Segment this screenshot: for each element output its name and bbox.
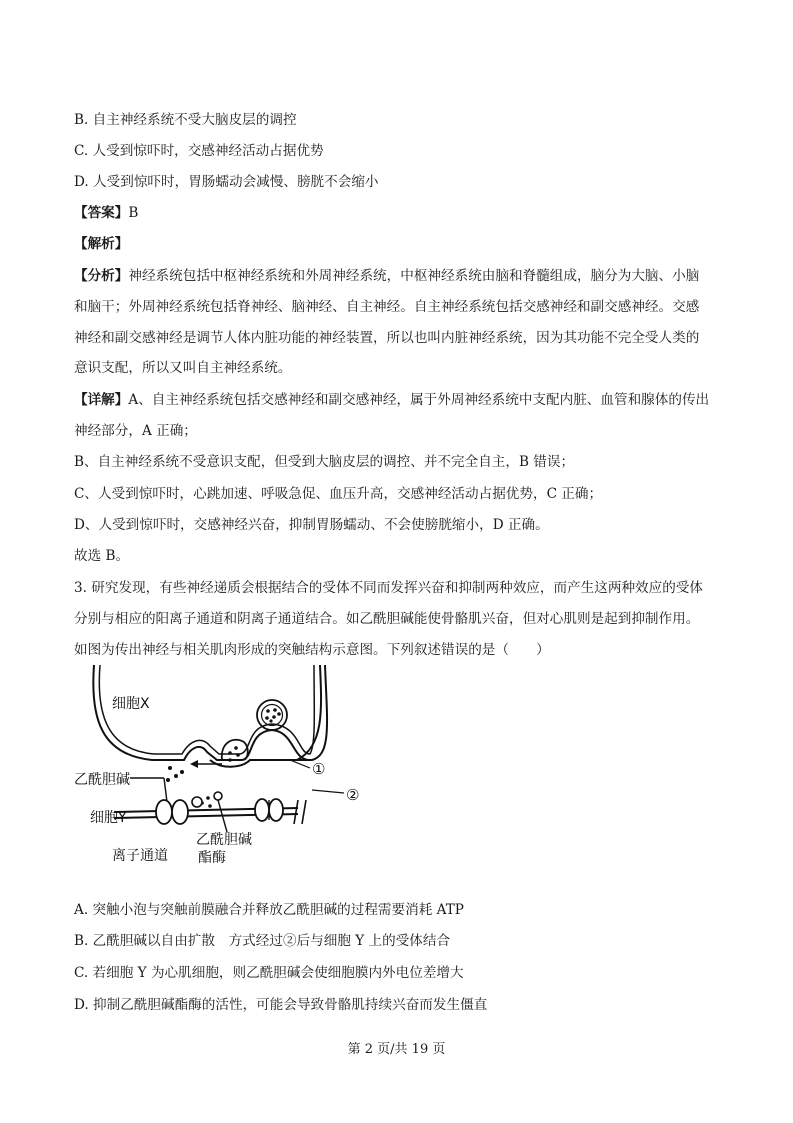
xiangjie-line-4: C、人受到惊吓时，心跳加速、呼吸急促、血压升高，交感神经活动占据优势，C 正确； [74,486,603,502]
q3-stem-3: 如图为传出神经与相关肌肉形成的突触结构示意图。下列叙述错误的是（ ） [74,642,550,658]
page-footer: 第 2 页/共 19 页 [347,1042,446,1057]
synapse-diagram [72,660,372,870]
q2-option-c: C. 人受到惊吓时，交感神经活动占据优势 [74,143,324,159]
q3-option-b: B. 乙酰胆碱以自由扩散 方式经过②后与细胞 Y 上的受体结合 [74,933,451,949]
break-mark-2 [302,800,306,824]
label-ache-1: 乙酰胆碱 [196,832,252,848]
label-cell-y: 细胞Y [90,810,127,826]
q2-option-d: D. 人受到惊吓时，胃肠蠕动会减慢、膀胱不会缩小 [74,174,379,190]
channel-2-left [255,799,269,821]
presynaptic-terminal-base [210,665,327,767]
xiangjie-text-1: A、自主神经系统包括交感神经和副交感神经，属于外周神经系统中支配内脏、血管和腺体的传出 [128,392,710,408]
q3-stem-1: 3. 研究发现，有些神经递质会根据结合的受体不同而发挥兴奋和抑制两种效应，而产生这两种效应的受体 [74,580,704,596]
xiangjie-label: 【详解】 [74,392,129,408]
q2-answer [74,203,138,223]
analysis-label: 【解析】 [74,236,129,252]
label-ache-2: 酯酶 [198,850,226,866]
answer-value: B [128,205,139,221]
label-cell-x: 细胞X [112,696,150,712]
fenxi-line-2: 和脑干；外周神经系统包括脊神经、脑神经、自主神经。自主神经系统包括交感神经和副交感神经。交感 [74,299,700,315]
fenxi-line-4: 意识支配，所以又叫自主神经系统。 [74,360,292,376]
break-mark-1 [294,800,298,824]
fenxi-text-1: 神经系统包括中枢神经系统和外周神经系统，中枢神经系统由脑和脊髓组成，脑分为大脑、小脑 [128,268,700,284]
label-acetylcholine: 乙酰胆碱 [74,772,130,788]
ion-channel-left [156,800,172,824]
fenxi-label: 【分析】 [74,268,129,284]
xiangjie-line-1 [74,390,709,410]
q3-option-d: D. 抑制乙酰胆碱酯酶的活性，可能会导致骨骼肌持续兴奋而发生僵直 [74,997,488,1013]
xiangjie-line-2: 神经部分，A 正确； [74,423,197,439]
q3-stem-2: 分别与相应的阳离子通道和阴离子通道结合。如乙酰胆碱能使骨骼肌兴奋，但对心肌则是起到抑制作用。 [74,611,700,627]
q2-option-b: B. 自主神经系统不受大脑皮层的调控 [74,112,297,128]
q3-option-c: C. 若细胞 Y 为心肌细胞，则乙酰胆碱会使细胞膜内外电位差增大 [74,965,464,981]
enzyme [192,797,202,807]
ion-channel-right [172,800,188,824]
answer-label: 【答案】 [74,205,129,221]
marker-2-leader [312,790,344,793]
xiangjie-line-6: 故选 B。 [74,548,130,564]
label-marker-1: ① [312,760,326,778]
label-marker-2: ② [346,786,360,804]
marker-1-leader [290,760,310,768]
q3-option-a: A. 突触小泡与突触前膜融合并释放乙酰胆碱的过程需要消耗 ATP [74,902,464,918]
xiangjie-line-5: D、人受到惊吓时，交感神经兴奋，抑制胃肠蠕动、不会使膀胱缩小，D 正确。 [74,517,549,533]
fenxi-line-1 [74,266,699,286]
fenxi-line-3: 神经和副交感神经是调节人体内脏功能的神经装置，所以也叫内脏神经系统，因为其功能不完全受人类的 [74,330,700,346]
fusing-vesicle [222,740,248,760]
label-ion-channel: 离子通道 [112,848,168,864]
xiangjie-line-3: B、自主神经系统不受意识支配，但受到大脑皮层的调控、并不完全自主，B 错误； [74,454,575,470]
channel-2-right [269,799,283,821]
